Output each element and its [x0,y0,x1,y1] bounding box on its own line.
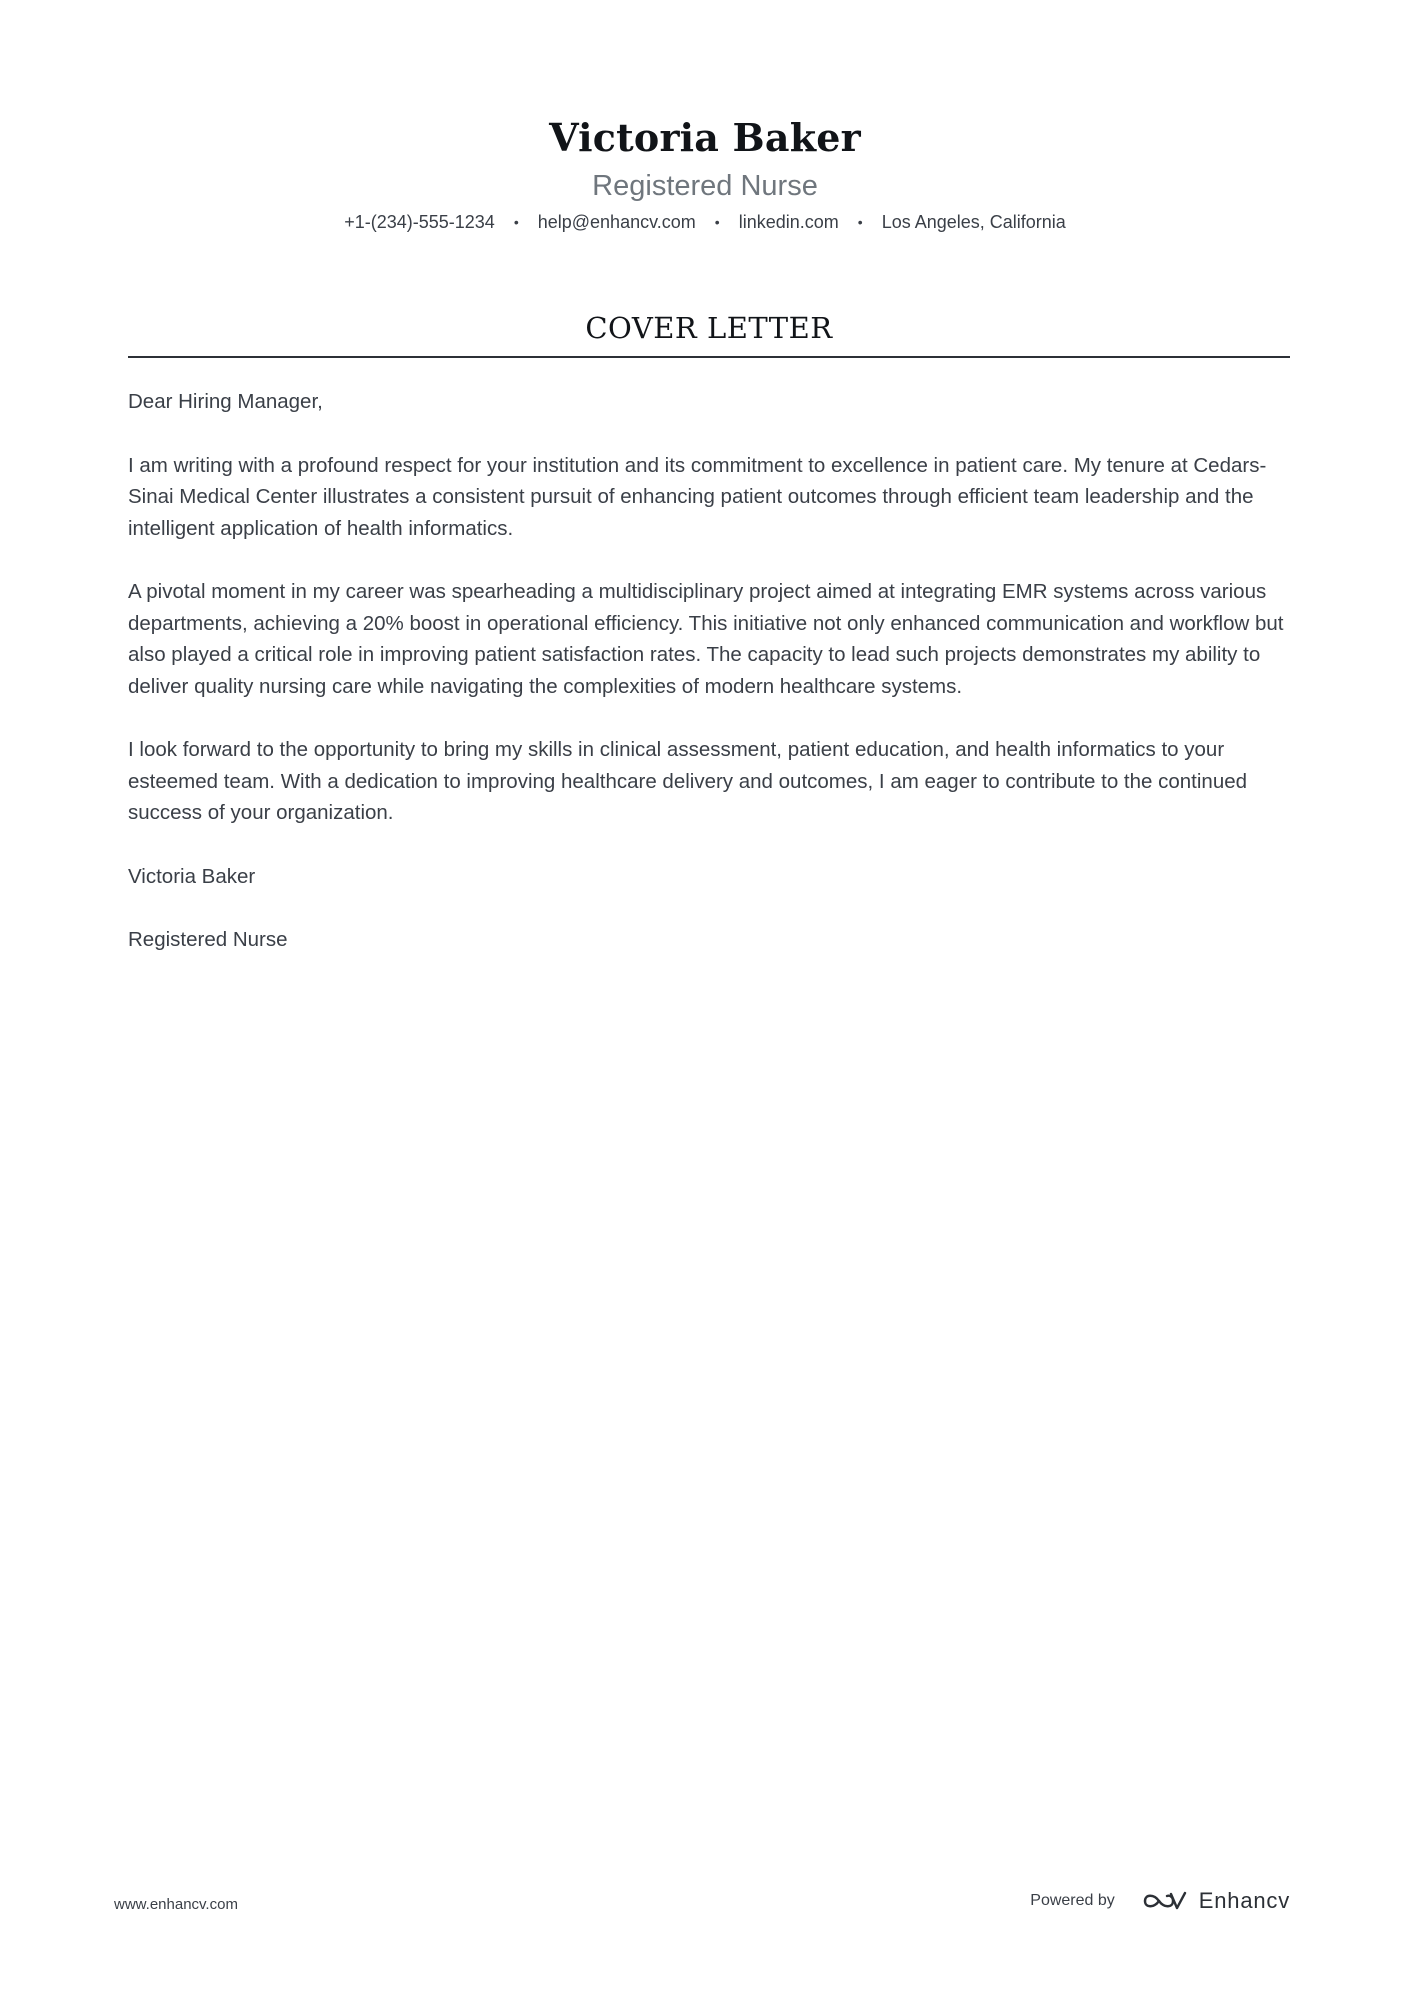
brand-name: Enhancv [1198,1888,1290,1913]
header [0,112,1410,235]
contact-phone: +1-(234)-555-1234 [344,212,495,232]
bullet-separator: • [513,214,519,230]
applicant-role: Registered Nurse [592,170,818,202]
powered-by-label: Powered by [1030,1892,1115,1909]
bullet-separator: • [857,214,863,230]
signature-title: Registered Nurse [128,928,288,951]
section-divider [128,356,1290,358]
contact-line [0,210,1410,235]
signature-name: Victoria Baker [128,864,256,888]
section-title: COVER LETTER [585,311,833,345]
greeting: Dear Hiring Manager, [128,390,323,413]
applicant-name: Victoria Baker [549,115,861,160]
contact-location: Los Angeles, California [881,212,1066,232]
paragraph: I am writing with a profound respect for your institution and its commitment to excellence in patient care. My tenure at Cedars-Sinai Medical Center illustrates a consistent pursuit of enhancing patient outcomes through efficient team leadership and the intelligent application of health informatics. [128,453,1267,540]
contact-linkedin[interactable]: linkedin.com [738,212,839,232]
footer-branding [1030,1888,1290,1914]
bullet-separator: • [714,214,720,230]
paragraph: I look forward to the opportunity to bring my skills in clinical assessment, patient education, and health informatics to your esteemed team. With a dedication to improving healthcare delivery and outcomes, I am eager to contribute to the continued success of your organization. [128,738,1248,824]
contact-email[interactable]: help@enhancv.com [537,212,696,232]
paragraph: A pivotal moment in my career was spearheading a multidisciplinary project aimed at integrating EMR systems across various departments, achieving a 20% boost in operational efficiency. This initiative not only enhanced communication and workflow but also played a critical role in improving patient satisfaction rates. The capacity to lead such projects demonstrates my ability to deliver quality nursing care while navigating the complexities of modern healthcare systems. [128,580,1284,698]
letter-body [128,386,1298,988]
footer-website[interactable]: www.enhancv.com [114,1896,238,1913]
enhancv-logo-icon [1141,1889,1187,1913]
